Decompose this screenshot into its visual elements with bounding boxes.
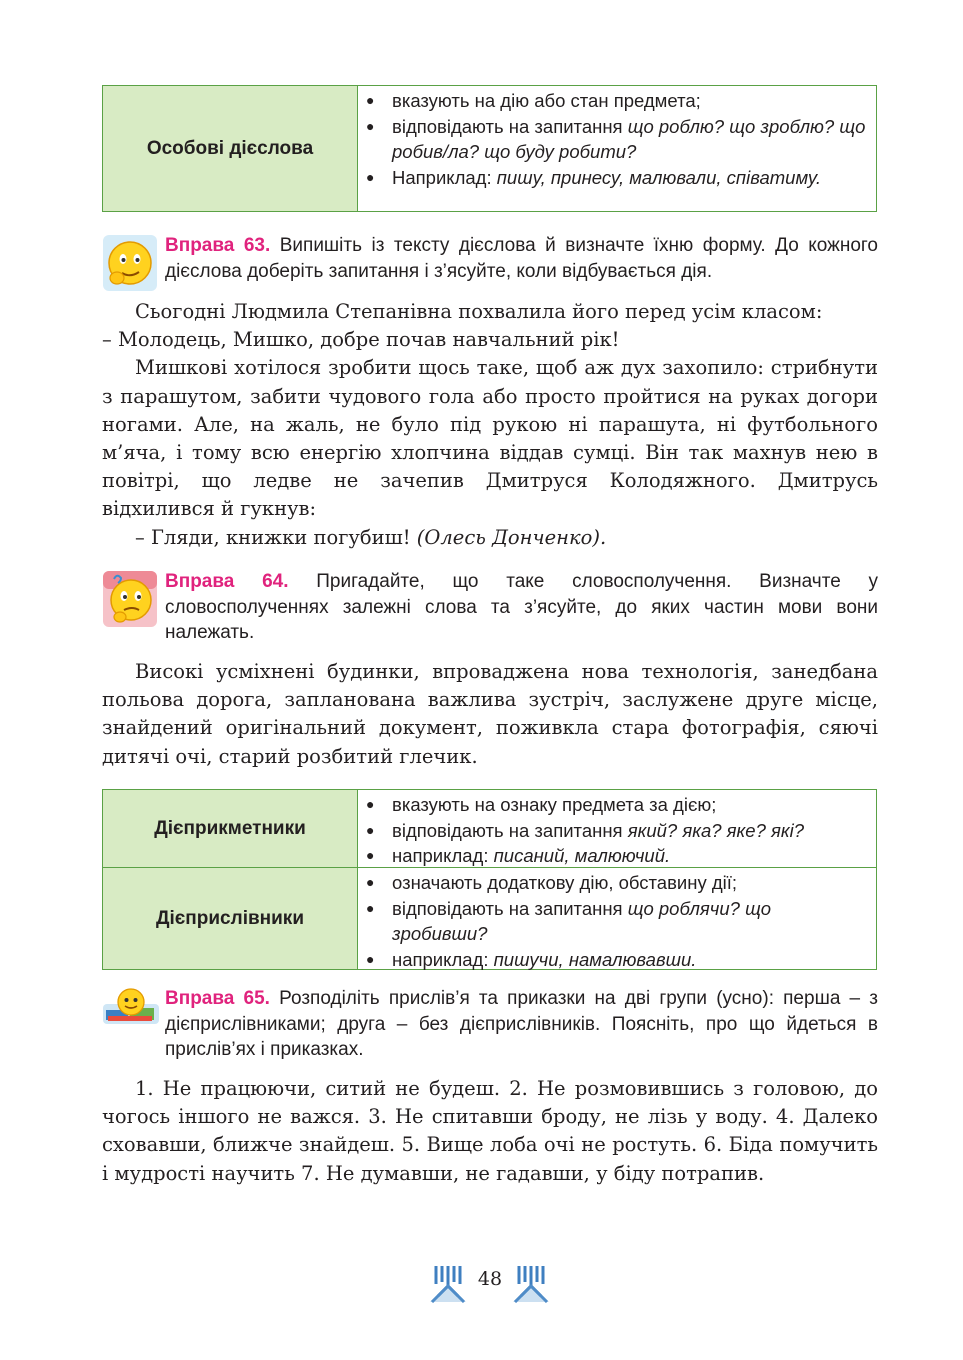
thinking-emoji-icon [102, 233, 158, 293]
folk-ornament-icon [511, 1262, 553, 1306]
exercise-instruction: Розподіліть прислів’я та приказки на дві групи (усно): перша – з дієприслівниками; друга – без дієприслівників. Поясніть, про що йдеться в прислів’ях і приказках. [165, 988, 879, 1060]
term-cell: Дієприкметники [103, 790, 358, 867]
folk-ornament-icon [428, 1262, 470, 1306]
exercise-instruction: Пригадайте, що таке словосполучення. Визначте у словосполученнях залежні слова та з’ясуйте, до яких частин мови вони належать. [165, 571, 878, 643]
page-number: 48 [477, 1268, 503, 1290]
exercise-63-text [102, 298, 878, 552]
table-row [103, 867, 876, 969]
exercise-number: Вправа 63. [165, 235, 271, 256]
paragraph: – Молодець, Мишко, добре почав навчальний рік! [102, 328, 620, 352]
paragraph: – Гляди, книжки погубиш! (Олесь Донченко). [135, 525, 607, 549]
exercise-instruction: Випишіть із тексту дієслова й визначте їхню форму. До кожного дієслова доберіть запитання і з’ясуйте, коли відбувається дія. [165, 235, 879, 282]
definition-list [358, 868, 876, 969]
definition-list [358, 86, 876, 211]
term-cell: Особові дієслова [103, 86, 358, 211]
list-item: ● наприклад: писаний, малюючий. [366, 843, 868, 869]
list-item: ● відповідають на запитання що роблю? що зроблю? що робив/ла? що буду робити? [366, 114, 868, 165]
exercise-number: Вправа 65. [165, 988, 270, 1009]
list-item: ● Наприклад: пишу, принесу, малювали, співатиму. [366, 165, 868, 191]
pondering-emoji-icon [102, 569, 158, 629]
participles-table [102, 789, 877, 970]
list-item: ● відповідають на запитання що роблячи? що зробивши? [366, 896, 868, 947]
exercise-65-text [102, 1075, 878, 1188]
exercise-number: Вправа 64. [165, 571, 289, 592]
paragraph: Сьогодні Людмила Степанівна похвалила його перед усім класом: [135, 300, 823, 323]
list-item: ● відповідають на запитання який? яка? яке? які? [366, 818, 868, 844]
list-item: ● наприклад: пишучи, намалювавши. [366, 947, 868, 973]
definition-list [358, 790, 876, 867]
term-cell: Дієприслівники [103, 868, 358, 969]
table-row [103, 790, 876, 867]
exercise-65-task [102, 986, 878, 1063]
list-item: ● означають додаткову дію, обставину дії; [366, 870, 868, 896]
exercise-63-task [102, 233, 878, 284]
list-item: ● вказують на ознаку предмета за дією; [366, 792, 868, 818]
verb-forms-table [102, 85, 877, 212]
paragraph: Високі усміхнені будинки, впроваджена нова технологія, занедбана польова дорога, запланована важлива зустріч, заслужене друге місце, знайдений оригінальний документ, поживкла стара фотографія, сяючі дитячі очі, старий розбитий глечик. [102, 660, 878, 768]
list-item: ● вказують на дію або стан предмета; [366, 88, 868, 114]
page-footer [0, 1262, 963, 1306]
paragraph: Мишкові хотілося зробити щось таке, щоб аж дух захопило: стрибнути з парашутом, забити чудового гола або просто пройтися на руках догори ногами. Але, на жаль, не було під рукою ні парашута, ні футбольного м’яча, і тому всю енергію хлопчина віддав сумці. Він так махнув нею в повітрі, що ледве не зачепив Дмитруся Колодяжного. Дмитрусь відхилився й гукнув: [102, 356, 878, 521]
exercise-64-text [102, 658, 878, 771]
author: (Олесь Донченко). [416, 525, 607, 549]
paragraph: 1. Не працюючи, ситий не будеш. 2. Не розмовившись з головою, до чогось іншого не важся. 3. Не спитавши броду, не лізь у воду. 4. Далеко сховавши, ближче знайдеш. 5. Вище лоба очі не ростуть. 6. Біда помучить і мудрості научить 7. Не думавши, не гадавши, у біду потрапив. [102, 1077, 878, 1185]
exercise-64-task [102, 569, 878, 646]
table-row [103, 86, 876, 211]
emoji-with-books-icon [102, 986, 160, 1026]
